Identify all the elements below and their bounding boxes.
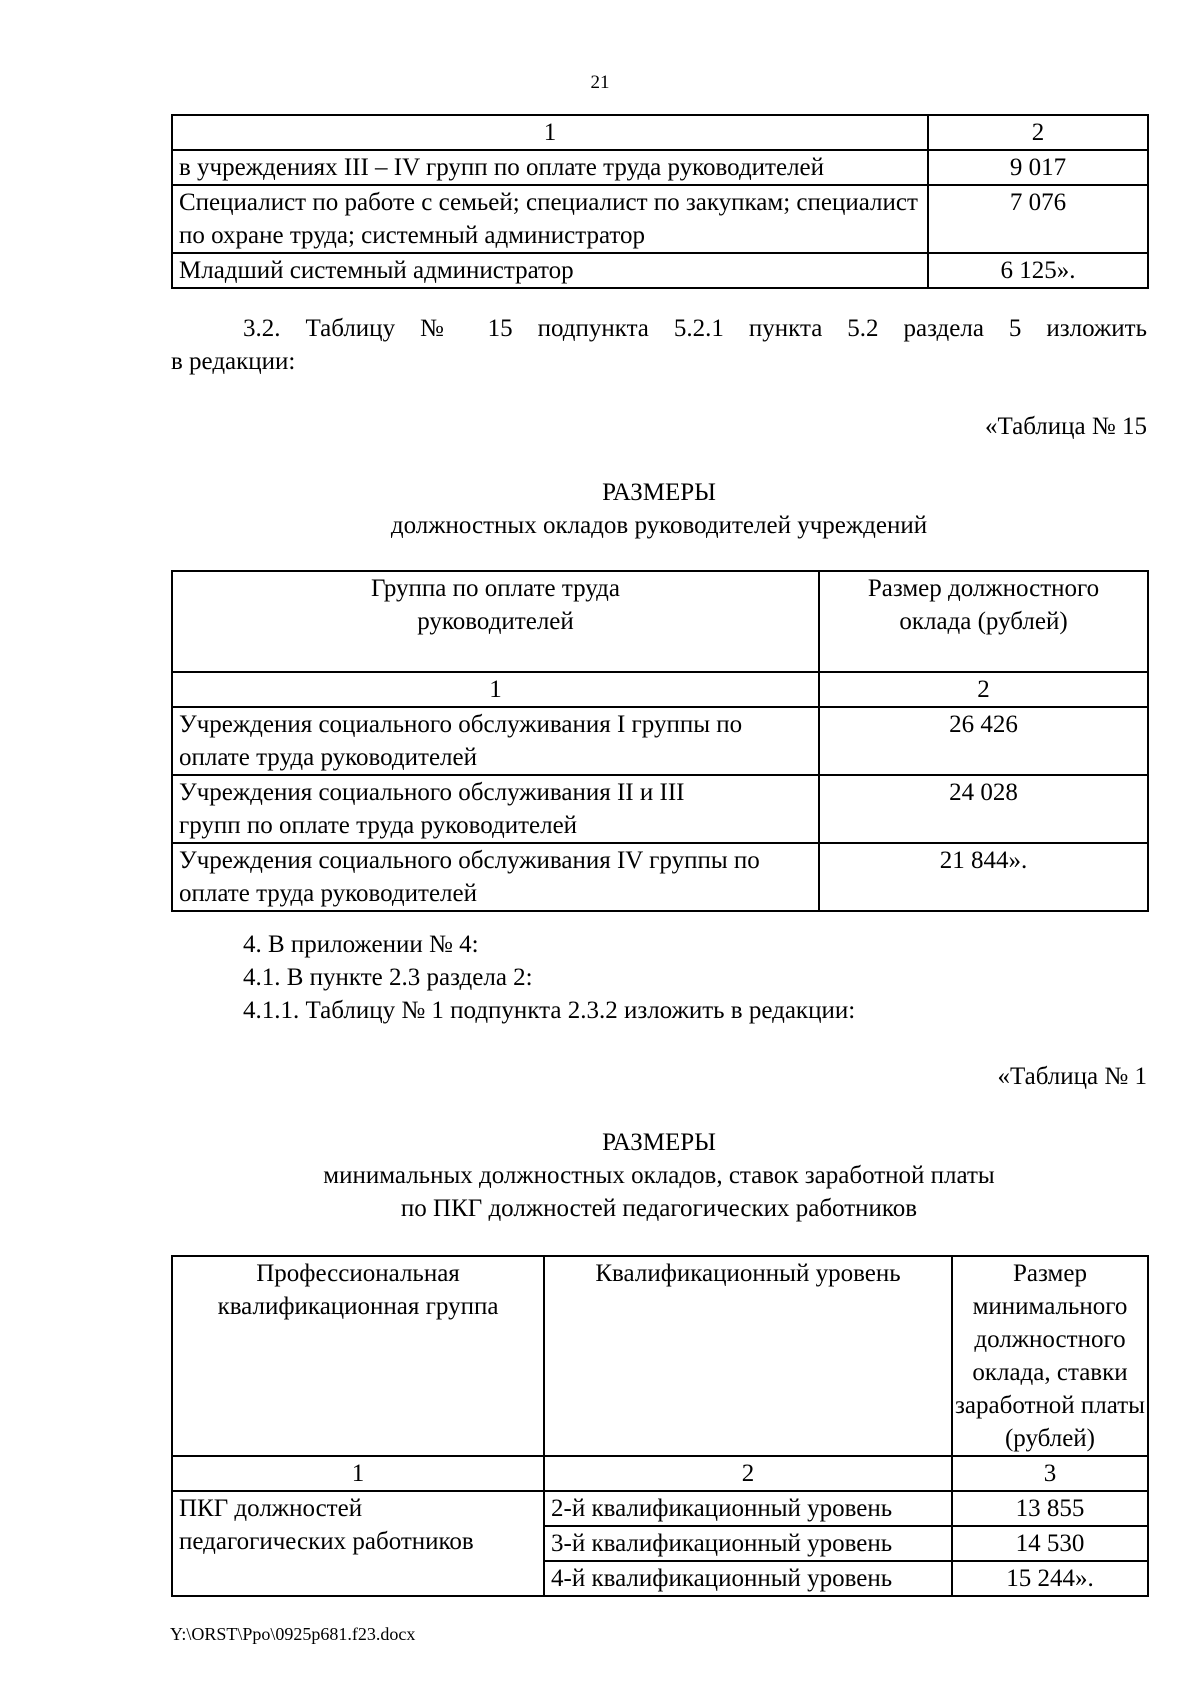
- table-cell: 14 530: [952, 1526, 1148, 1561]
- table-cell-group: [172, 1491, 544, 1596]
- page-number: 21: [590, 72, 610, 93]
- header-text: Размер должностного оклада (рублей): [867, 575, 1100, 635]
- section4-line2: 4.1. В пункте 2.3 раздела 2:: [243, 964, 533, 991]
- table-cell: 9 017: [928, 150, 1148, 185]
- table-15: [171, 570, 1149, 912]
- table15-caption: «Таблица № 15: [984, 413, 1147, 440]
- section4-line1: 4. В приложении № 4:: [243, 931, 479, 958]
- table1-subtitle2: по ПКГ должностей педагогических работников: [400, 1195, 918, 1222]
- table-cell: 24 028: [819, 775, 1148, 843]
- table-cell: 1: [172, 672, 819, 707]
- table-cell: 21 844».: [819, 843, 1148, 911]
- table-cell: 3-й квалификационный уровень: [544, 1526, 952, 1561]
- table-cell: 26 426: [819, 707, 1148, 775]
- cell-text: Учреждения социального обслуживания I группы по оплате труда руководителей: [179, 711, 743, 771]
- table-cell: 3: [952, 1456, 1148, 1491]
- table-1: [171, 1255, 1149, 1597]
- table-row: [172, 707, 1148, 775]
- file-path-footer: Y:\ORST\Ppo\0925p681.f23.docx: [170, 1624, 416, 1644]
- table-cell: Младший системный администратор: [172, 253, 928, 288]
- table-row: [172, 1491, 1148, 1526]
- table1-caption: «Таблица № 1: [997, 1063, 1147, 1090]
- table-row: [172, 185, 1148, 253]
- table15-subtitle: должностных окладов руководителей учреждений: [390, 512, 928, 539]
- cell-text: Учреждения социального обслуживания II и III групп по оплате труда руководителей: [179, 779, 685, 839]
- table15-title: РАЗМЕРЫ: [602, 479, 716, 506]
- paragraph-3-2-line1: 3.2. Таблицу № 15 подпункта 5.2.1 пункта 5.2 раздела 5 изложить: [243, 315, 1147, 342]
- table-header-row: [172, 115, 1148, 150]
- table-cell: [172, 843, 819, 911]
- column-header-level: Квалификационный уровень: [544, 1256, 952, 1456]
- table-row: [172, 843, 1148, 911]
- table-cell: Специалист по работе с семьей; специалист по закупкам; специалист по охране труда; системный администратор: [172, 185, 928, 253]
- table1-subtitle1: минимальных должностных окладов, ставок заработной платы: [323, 1162, 995, 1189]
- table-cell: 15 244».: [952, 1561, 1148, 1596]
- table1-title: РАЗМЕРЫ: [602, 1129, 716, 1156]
- table-cell: 2: [819, 672, 1148, 707]
- column-header-size: Размер минимального должностного оклада, ставки заработной платы (рублей): [952, 1256, 1148, 1456]
- table-row: [172, 150, 1148, 185]
- column-header-salary: [819, 571, 1148, 672]
- table-cell: [172, 775, 819, 843]
- table-cell: 4-й квалификационный уровень: [544, 1561, 952, 1596]
- column-header-group: [172, 571, 819, 672]
- table-header-row: [172, 1256, 1148, 1456]
- table-cell: 6 125».: [928, 253, 1148, 288]
- table-cell: 2: [544, 1456, 952, 1491]
- continuation-table: [171, 114, 1149, 289]
- table-cell: 7 076: [928, 185, 1148, 253]
- table-cell: 1: [172, 1456, 544, 1491]
- table-cell: 2: [928, 115, 1148, 150]
- header-text: Группа по оплате труда руководителей: [371, 575, 620, 635]
- table-row: [172, 775, 1148, 843]
- cell-text: ПКГ должностей педагогических работников: [179, 1495, 474, 1555]
- table-number-row: [172, 672, 1148, 707]
- column-header-pkg: [172, 1256, 544, 1456]
- paragraph-3-2-line2: в редакции:: [171, 348, 296, 375]
- header-text: Профессиональная квалификационная группа: [217, 1260, 499, 1320]
- table-row: [172, 253, 1148, 288]
- table-header-row: [172, 571, 1148, 672]
- section4-line3: 4.1.1. Таблицу № 1 подпункта 2.3.2 изложить в редакции:: [243, 997, 856, 1024]
- table-cell: 2-й квалификационный уровень: [544, 1491, 952, 1526]
- table-number-row: [172, 1456, 1148, 1491]
- cell-text: Учреждения социального обслуживания IV группы по оплате труда руководителей: [179, 847, 760, 907]
- table-cell: [172, 707, 819, 775]
- table-cell: 1: [172, 115, 928, 150]
- table-cell: 13 855: [952, 1491, 1148, 1526]
- table-cell: в учреждениях III – IV групп по оплате труда руководителей: [172, 150, 928, 185]
